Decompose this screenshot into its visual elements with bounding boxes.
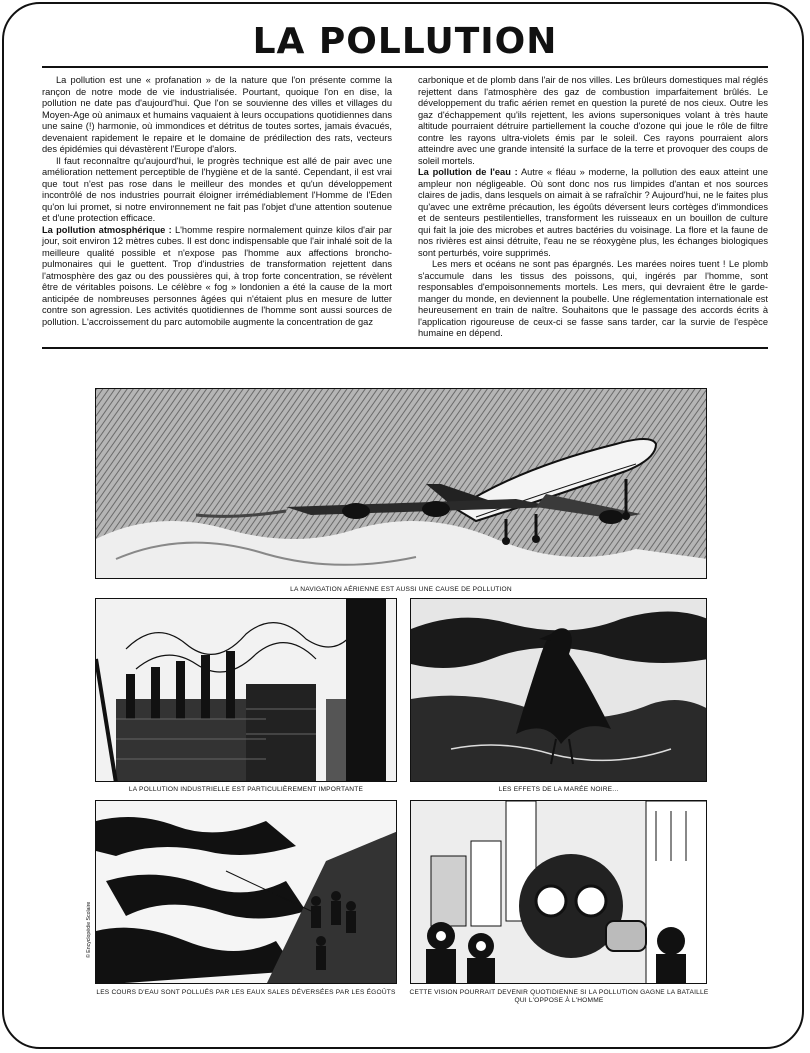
gas-masks-caption: CETTE VISION POURRAIT DEVENIR QUOTIDIENNE SI LA POLLUTION GAGNE LA BATAILLE QUI L'OPPOSE À L'HOMME bbox=[409, 989, 709, 1004]
paragraph-water-body: Autre « fléau » moderne, la pollution des eaux atteint une ampleur non négligeable. Où sont donc nos rus limpides d'antan et nos sources claires de jadis, dans lesquels on aimait à se rafraîchir ? Aujourd'hui, ne le faites plus qu'avec une extrême précaution, les égoûts déversent leurs cortèges d'immondices et de senteurs pestilentielles, transforment les ruisseaux en un bouillon de culture qui fait la joie des microbes et autres bactéries du voisinage. La flore et la faune de nos rivières est ainsi détruite, l'eau ne se réoxygène plus, les échanges biologiques sont perturbés, voire supprimés. bbox=[418, 167, 768, 258]
text-column-right bbox=[418, 75, 768, 340]
oil-spill-caption: LES EFFETS DE LA MARÉE NOIRE... bbox=[498, 786, 619, 793]
text-bottom-rule bbox=[42, 347, 768, 349]
factory-drawing bbox=[96, 599, 397, 782]
airplane-drawing bbox=[96, 389, 707, 579]
factory-illustration bbox=[95, 598, 397, 782]
river-caption: LES COURS D'EAU SONT POLLUÉS PAR LES EAUX SALES DÉVERSÉES PAR LES ÉGOÛTS bbox=[96, 989, 396, 996]
river-drawing bbox=[96, 801, 397, 984]
gas-masks-illustration bbox=[410, 800, 707, 984]
paragraph-intro: La pollution est une « profanation » de la nature que l'on présente comme la rançon de notre mode de vie industrialisée. Pourtant, quoique l'on en dise, la pollution ne date pas d'aujourd'hui. Que l'on se souvienne des villes et villages du Moyen-Age où animaux et humains vaquaient à leurs occupations quotidiennes dans une saine (!) harmonie, où immondices et détritus de toutes sortes, jamais évacués, devenaient rapidement le repaire et le domaine de prédilection des rats, vecteurs des épidémies qui dévastèrent l'Europe d'alors. bbox=[42, 75, 392, 154]
river-illustration bbox=[95, 800, 397, 984]
paragraph-air-continued: carbonique et de plomb dans l'air de nos villes. Les brûleurs domestiques mal réglés rejettent dans l'atmosphère des gaz de combustion imparfaitement brûlés. Le développement du trafic aérien remet en question la pureté de nos cieux. Outre les gaz d'échappement qu'ils rejettent, les avions supersoniques volant à très haute altitude pourraient détruire partiellement la couche d'ozone qui joue le rôle de filtre contre les rayons ultra-violets émis par le soleil. Ces rayons pourraient alors atteindre avec une grande intensité la surface de la terre et provoquer des coups de soleil mortels. bbox=[418, 75, 768, 166]
factory-caption: LA POLLUTION INDUSTRIELLE EST PARTICULIÈREMENT IMPORTANTE bbox=[128, 786, 364, 793]
page-title: LA POLLUTION bbox=[252, 21, 558, 62]
oil-spill-drawing bbox=[411, 599, 707, 782]
oil-spill-illustration bbox=[410, 598, 707, 782]
gas-masks-drawing bbox=[411, 801, 707, 984]
airplane-caption: LA NAVIGATION AÉRIENNE EST AUSSI UNE CAUSE DE POLLUTION bbox=[290, 586, 512, 593]
heading-air-pollution: La pollution atmosphérique : bbox=[42, 224, 172, 235]
paragraph-water bbox=[418, 167, 768, 259]
heading-water-pollution: La pollution de l'eau : bbox=[418, 167, 518, 177]
paragraph-seas: Les mers et océans ne sont pas épargnés. Les marées noires tuent ! Le plomb s'accumule dans les tissus des poissons, qui, ingérés par l'homme, sont responsables d'empoisonnements mortels. Les mers, qui devraient être le garde-manger du monde, en deviennent la poubelle. Une réglementation internationale est heureusement en train de naître. Souhaitons que le passage des accords écrits à l'application rigoureuse de ceux-ci se fasse sans tarder, car la survie de l'espèce humaine en dépend. bbox=[418, 259, 768, 338]
paragraph-air bbox=[42, 225, 392, 329]
airplane-illustration bbox=[95, 388, 707, 579]
copyright-credit: © Encyclopédie Scolaire bbox=[86, 901, 92, 958]
title-rule bbox=[42, 66, 768, 68]
paragraph-air-body: L'homme respire normalement quinze kilos d'air par jour, soit environ 12 mètres cubes. Il est donc indispensable que l'air inhalé soit de la meilleure qualité possible et n'expose pas l'homme aux affections broncho-pulmonaires qui le guettent. Trop d'industries de transformation rejettent dans l'atmosphère des gaz ou des poussières qui, à trop forte concentration, se révèlent être de véritables poisons. Le célèbre « fog » londonien a été la cause de la mort anticipée de nombreuses personnes âgées qui n'étaient plus en mesure de lutter contre son agression. Les activités quotidiennes de l'homme sont aussi sources de pollution. L'accroissement du parc automobile augmente la concentration de gaz bbox=[42, 224, 392, 327]
paragraph-progress: Il faut reconnaître qu'aujourd'hui, le progrès technique est allé de pair avec une amélioration nettement perceptible de l'hygiène et de la santé. Cependant, il est vrai que tout n'est pas rose dans le meilleur des mondes et qu'un développement incontrôlé de nos industries pourrait éloigner irrémédiablement l'Homme de l'Eden qu'on lui promet, si notre environnement ne fait pas l'objet d'une attention soutenue et d'une protection efficace. bbox=[42, 155, 392, 223]
text-column-left bbox=[42, 75, 392, 328]
